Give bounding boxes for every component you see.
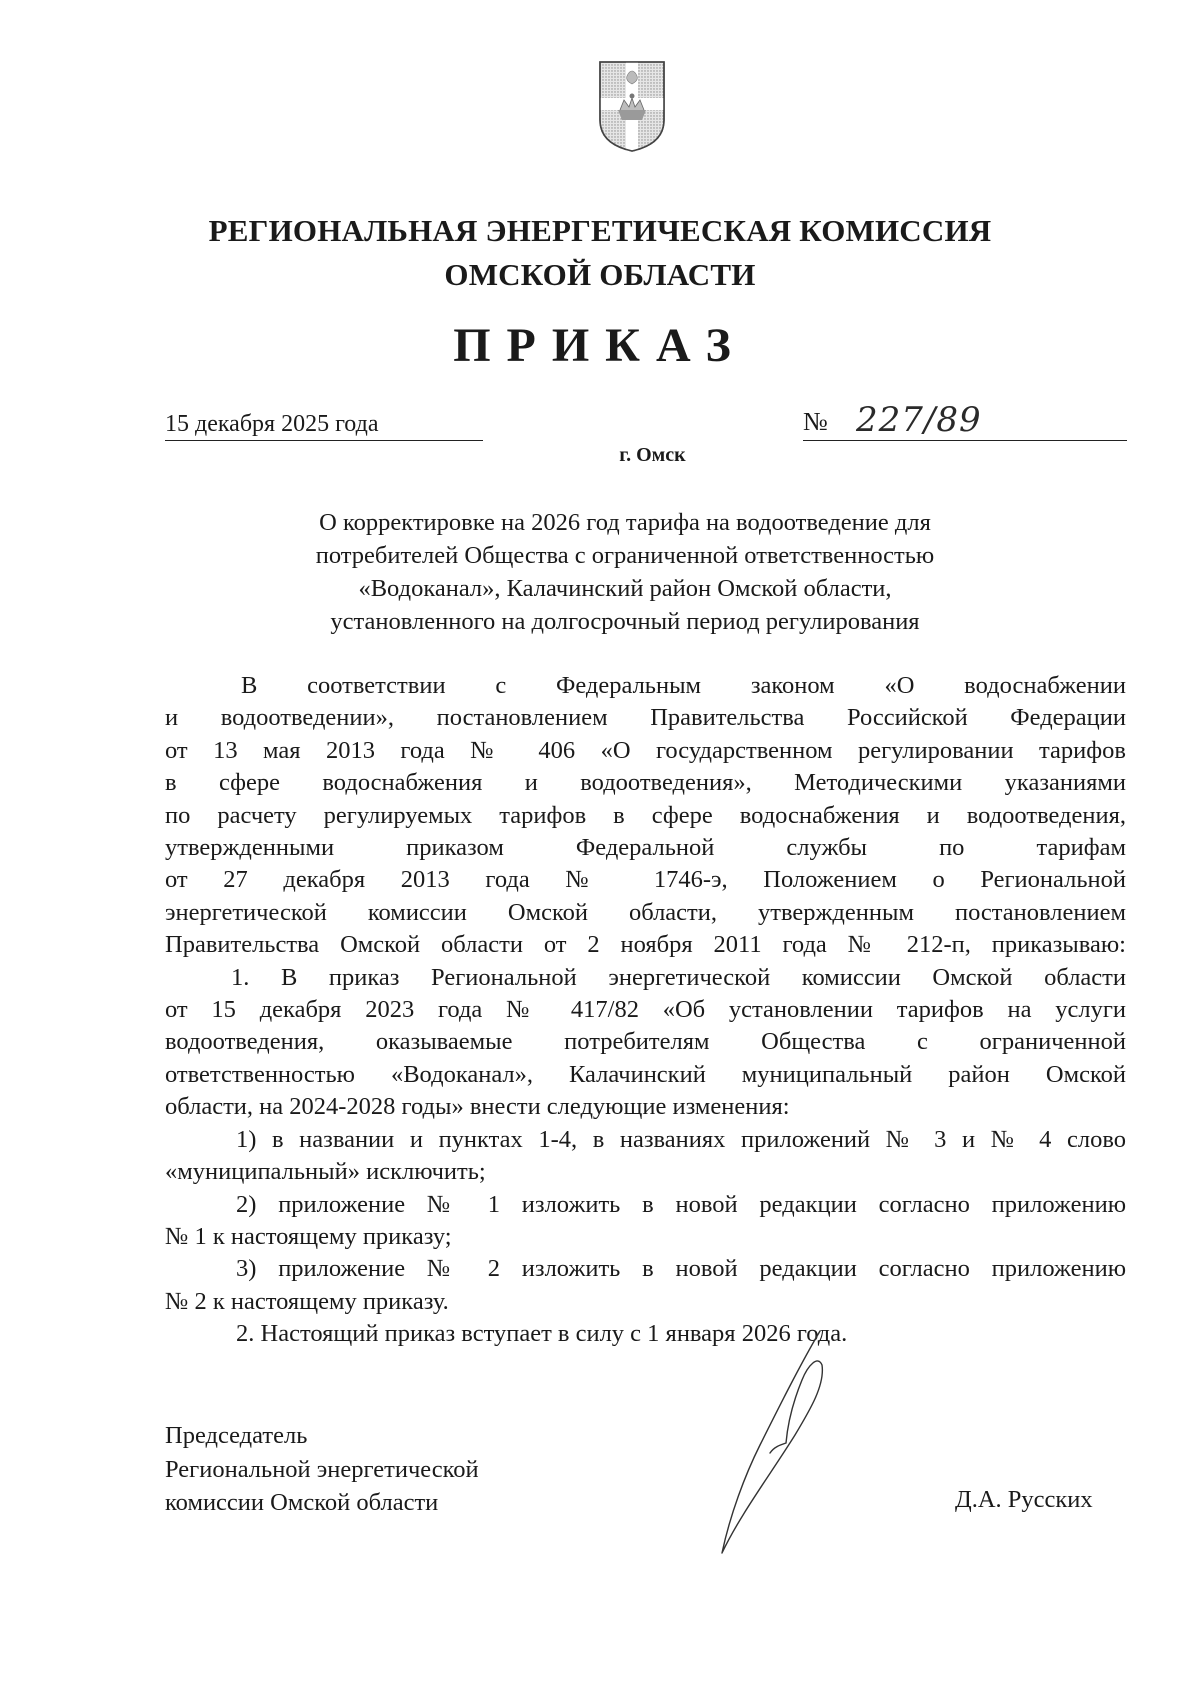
position-line: Региональной энергетической [165, 1455, 479, 1483]
number-underline [803, 440, 1127, 441]
number-label: № [803, 407, 828, 436]
preamble-line: В соответствии с Федеральным законом «О водоснабжении [241, 672, 1126, 699]
city: г. Омск [619, 444, 686, 466]
preamble-line: от 13 мая 2013 года № 406 «О государственном регулировании тарифов [165, 736, 1126, 764]
item-1-line: области, на 2024-2028 годы» внести следующие изменения: [165, 1093, 790, 1121]
document-subject [160, 506, 1090, 638]
item-2-text: 2. Настоящий приказ вступает в силу с 1 января 2026 года. [236, 1320, 848, 1348]
item-1-line: 1. В приказ Региональной энергетической комиссии Омской области [231, 963, 1126, 991]
coat-of-arms-icon [596, 58, 668, 154]
item-1-line: водоотведения, оказываемые потребителям Общества с ограниченной [165, 1028, 1126, 1056]
preamble-line: и водоотведении», постановлением Правительства Российской Федерации [165, 704, 1126, 732]
position-line: Председатель [165, 1422, 308, 1449]
signatory-name: Д.А. Русских [955, 1486, 1093, 1513]
subitem-2-line: 2) приложение № 1 изложить в новой редакции согласно приложению [236, 1190, 1126, 1218]
subitem-3-line: № 2 к настоящему приказу. [165, 1287, 449, 1315]
preamble-line: в сфере водоснабжения и водоотведения», Методическими указаниями [165, 769, 1126, 797]
subject-line: О корректировке на 2026 год тарифа на водоотведение для [319, 509, 931, 536]
preamble-line: по расчету регулируемых тарифов в сфере водоснабжения и водоотведения, [165, 801, 1126, 829]
signatory-position [165, 1419, 479, 1520]
handwritten-signature [700, 1325, 870, 1555]
item-1-line: ответственностью «Водоканал», Калачинский муниципальный район Омской [165, 1060, 1126, 1088]
date-underline [165, 440, 483, 441]
document-number: 227/89 [856, 400, 982, 440]
subitem-1-line: 1) в названии и пунктах 1-4, в названиях приложений № 3 и № 4 слово [236, 1125, 1126, 1153]
preamble-line: утвержденными приказом Федеральной службы по тарифам [165, 834, 1126, 862]
preamble-line: от 27 декабря 2013 года № 1746-э, Положением о Региональной [165, 866, 1126, 894]
subject-line: установленного на долгосрочный период регулирования [330, 608, 920, 635]
document-body [165, 670, 1126, 1351]
document-type-title: ПРИКАЗ [453, 319, 747, 372]
organization-name-line-1: РЕГИОНАЛЬНАЯ ЭНЕРГЕТИЧЕСКАЯ КОМИССИЯ [208, 213, 992, 248]
preamble-line: Правительства Омской области от 2 ноября 2011 года № 212-п, приказываю: [165, 931, 1126, 959]
position-line: комиссии Омской области [165, 1489, 439, 1516]
subitem-2-line: № 1 к настоящему приказу; [165, 1222, 452, 1250]
subitem-3-line: 3) приложение № 2 изложить в новой редакции согласно приложению [236, 1255, 1126, 1283]
subject-line: «Водоканал», Калачинский район Омской области, [358, 575, 892, 602]
subitem-1-line: «муниципальный» исключить; [165, 1158, 486, 1186]
item-1-line: от 15 декабря 2023 года № 417/82 «Об установлении тарифов на услуги [165, 996, 1126, 1024]
document-date: 15 декабря 2025 года [165, 411, 379, 437]
city-line [0, 444, 1200, 467]
subject-line: потребителей Общества с ограниченной ответственностью [315, 542, 935, 569]
preamble-line: энергетической комиссии Омской области, утвержденным постановлением [165, 898, 1126, 926]
organization-name-line-2: ОМСКОЙ ОБЛАСТИ [444, 257, 756, 292]
